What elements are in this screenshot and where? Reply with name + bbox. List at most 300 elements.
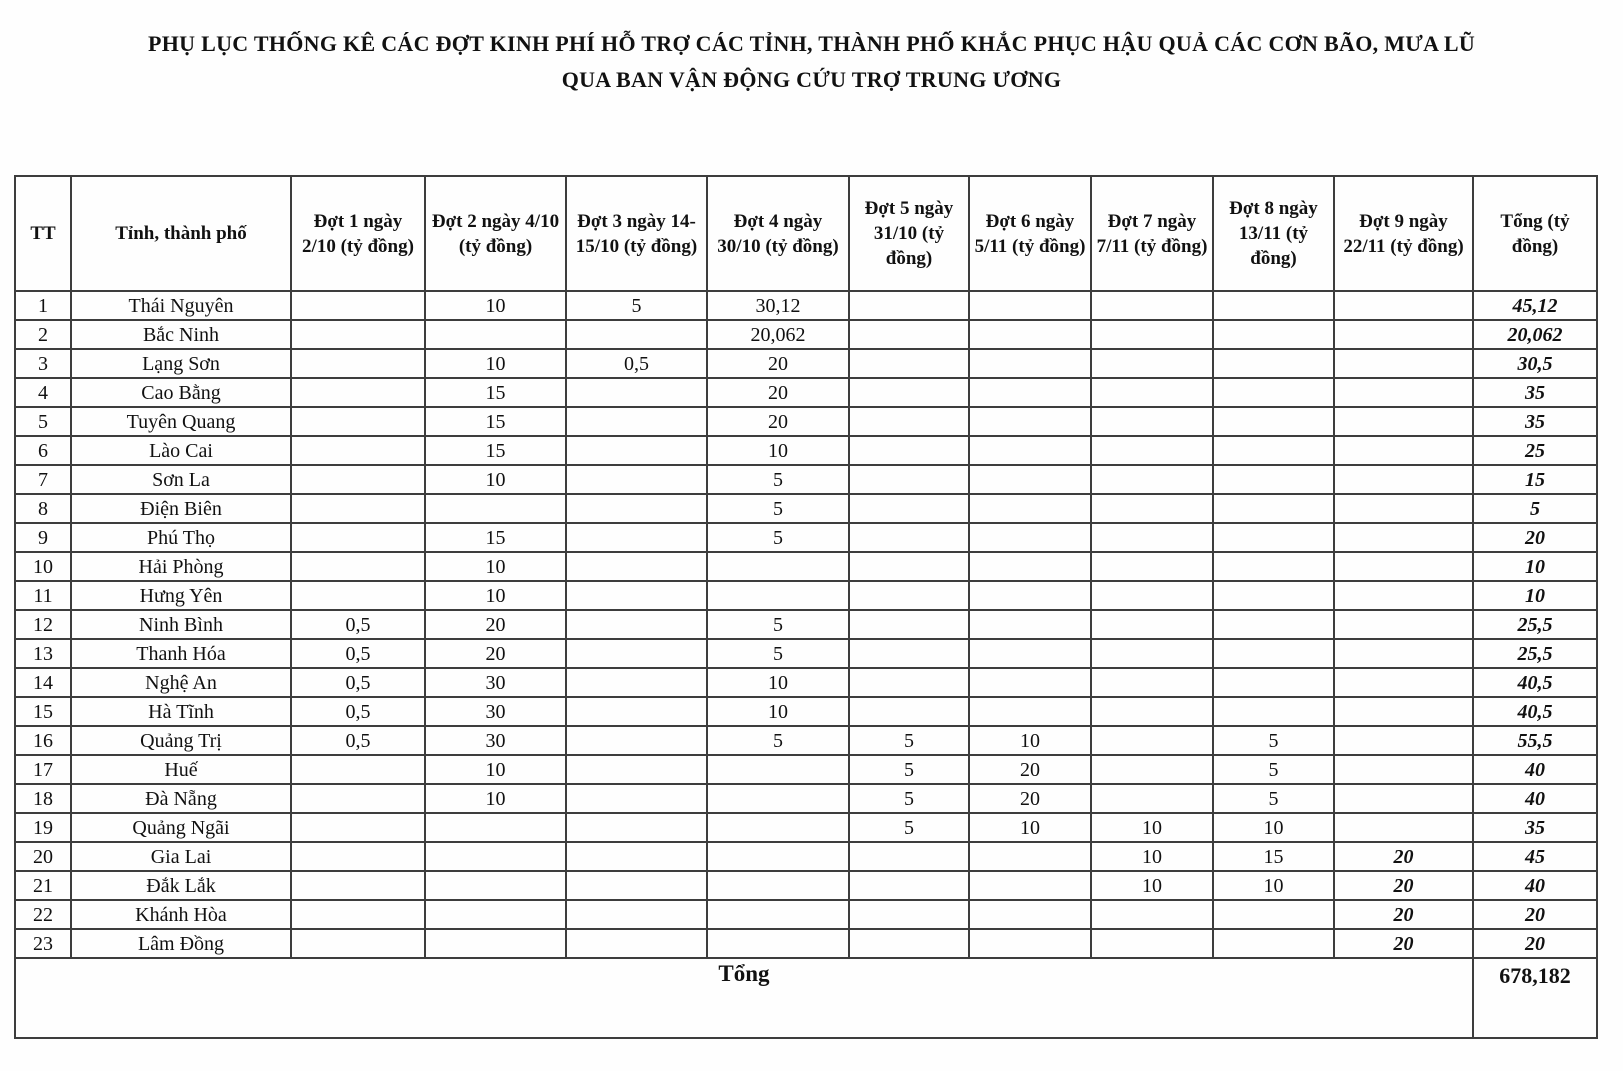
cell-d5 [849,494,969,523]
cell-d6 [969,291,1091,320]
cell-d1 [291,465,425,494]
cell-d3 [566,784,707,813]
column-header-d7: Đợt 7 ngày 7/11 (tỷ đồng) [1091,176,1213,291]
cell-d2 [425,813,566,842]
cell-d5: 5 [849,784,969,813]
cell-d3 [566,523,707,552]
cell-d9 [1334,668,1473,697]
table-row [15,581,1597,610]
cell-d9 [1334,291,1473,320]
cell-total: 30,5 [1473,349,1597,378]
cell-d1 [291,784,425,813]
footer-row [15,958,1597,1038]
cell-d1 [291,813,425,842]
cell-tt: 9 [15,523,71,552]
cell-province: Gia Lai [71,842,291,871]
cell-tt: 13 [15,639,71,668]
cell-d8 [1213,407,1334,436]
column-header-d1: Đợt 1 ngày 2/10 (tỷ đồng) [291,176,425,291]
cell-d9 [1334,552,1473,581]
cell-province: Hưng Yên [71,581,291,610]
cell-d5: 5 [849,813,969,842]
cell-d5 [849,581,969,610]
cell-tt: 4 [15,378,71,407]
cell-d1 [291,755,425,784]
cell-d3 [566,465,707,494]
cell-d7 [1091,929,1213,958]
title-line-2: QUA BAN VẬN ĐỘNG CỨU TRỢ TRUNG ƯƠNG [561,67,1062,92]
cell-d2 [425,320,566,349]
cell-d6 [969,407,1091,436]
cell-tt: 6 [15,436,71,465]
table-row [15,436,1597,465]
cell-total: 40,5 [1473,697,1597,726]
cell-d9: 20 [1334,900,1473,929]
cell-d2: 20 [425,639,566,668]
title-line-1: PHỤ LỤC THỐNG KÊ CÁC ĐỢT KINH PHÍ HỖ TRỢ CÁC TỈNH, THÀNH PHỐ KHẮC PHỤC HẬU QUẢ CÁC CƠN BÃO, MƯA LŨ [147,31,1476,56]
cell-d7 [1091,697,1213,726]
cell-d7: 10 [1091,871,1213,900]
cell-d4: 10 [707,668,849,697]
cell-total: 40 [1473,784,1597,813]
cell-tt: 20 [15,842,71,871]
cell-total: 35 [1473,813,1597,842]
cell-d9 [1334,349,1473,378]
cell-d3 [566,871,707,900]
cell-tt: 23 [15,929,71,958]
cell-d3 [566,900,707,929]
cell-d2: 10 [425,465,566,494]
cell-d7 [1091,291,1213,320]
cell-d7 [1091,465,1213,494]
cell-d9 [1334,639,1473,668]
cell-d7 [1091,552,1213,581]
cell-d3 [566,929,707,958]
cell-total: 10 [1473,581,1597,610]
cell-total: 25,5 [1473,639,1597,668]
cell-d1 [291,291,425,320]
cell-d6 [969,494,1091,523]
table-row [15,639,1597,668]
cell-d4: 5 [707,726,849,755]
cell-d9: 20 [1334,842,1473,871]
cell-d8: 5 [1213,726,1334,755]
cell-d3: 0,5 [566,349,707,378]
cell-d2: 15 [425,378,566,407]
cell-d6 [969,465,1091,494]
cell-d4 [707,784,849,813]
cell-d8 [1213,581,1334,610]
cell-d5 [849,465,969,494]
cell-d1: 0,5 [291,697,425,726]
cell-d4 [707,871,849,900]
cell-total: 45,12 [1473,291,1597,320]
cell-d7 [1091,639,1213,668]
cell-d4 [707,581,849,610]
cell-d1: 0,5 [291,668,425,697]
cell-d5: 5 [849,726,969,755]
cell-d6 [969,436,1091,465]
cell-d5 [849,900,969,929]
cell-total: 40 [1473,871,1597,900]
cell-d5: 5 [849,755,969,784]
cell-d4 [707,929,849,958]
table-row [15,407,1597,436]
cell-d5 [849,378,969,407]
table-row [15,494,1597,523]
cell-tt: 1 [15,291,71,320]
cell-d2: 10 [425,349,566,378]
cell-total: 5 [1473,494,1597,523]
cell-d3 [566,494,707,523]
cell-tt: 19 [15,813,71,842]
cell-d9 [1334,378,1473,407]
table-row [15,900,1597,929]
cell-d2 [425,494,566,523]
cell-province: Đắk Lắk [71,871,291,900]
cell-d2: 30 [425,668,566,697]
cell-total: 20,062 [1473,320,1597,349]
cell-tt: 21 [15,871,71,900]
cell-d4 [707,813,849,842]
funding-table [14,175,1598,1039]
cell-d4: 5 [707,523,849,552]
cell-tt: 3 [15,349,71,378]
table-row [15,697,1597,726]
cell-total: 15 [1473,465,1597,494]
cell-d2: 20 [425,610,566,639]
cell-province: Quảng Trị [71,726,291,755]
cell-total: 35 [1473,407,1597,436]
cell-d8 [1213,465,1334,494]
cell-tt: 16 [15,726,71,755]
cell-d7 [1091,784,1213,813]
table-row [15,929,1597,958]
cell-d5 [849,697,969,726]
cell-d6: 20 [969,784,1091,813]
cell-province: Thanh Hóa [71,639,291,668]
cell-tt: 2 [15,320,71,349]
cell-province: Cao Bằng [71,378,291,407]
cell-d7 [1091,523,1213,552]
cell-tt: 10 [15,552,71,581]
table-row [15,842,1597,871]
cell-d1 [291,900,425,929]
cell-d4: 20 [707,349,849,378]
cell-province: Sơn La [71,465,291,494]
cell-d6: 10 [969,813,1091,842]
cell-d8 [1213,610,1334,639]
cell-d8 [1213,552,1334,581]
cell-d6 [969,668,1091,697]
cell-province: Ninh Bình [71,610,291,639]
cell-d3 [566,378,707,407]
cell-d7 [1091,407,1213,436]
cell-d6 [969,378,1091,407]
cell-d5 [849,320,969,349]
cell-d4 [707,552,849,581]
cell-d5 [849,552,969,581]
cell-d3 [566,436,707,465]
footer-total-value: 678,182 [1473,958,1597,1038]
cell-total: 25,5 [1473,610,1597,639]
cell-d2: 10 [425,784,566,813]
cell-d2: 10 [425,755,566,784]
cell-d6 [969,552,1091,581]
cell-d1 [291,407,425,436]
cell-d4: 5 [707,639,849,668]
cell-province: Bắc Ninh [71,320,291,349]
cell-d4: 20 [707,407,849,436]
cell-d9 [1334,320,1473,349]
cell-d9 [1334,697,1473,726]
cell-d6 [969,697,1091,726]
cell-d6 [969,639,1091,668]
cell-d3 [566,813,707,842]
cell-d3 [566,697,707,726]
cell-d2 [425,900,566,929]
cell-d5 [849,291,969,320]
cell-d1 [291,871,425,900]
cell-d4: 10 [707,697,849,726]
cell-d9 [1334,581,1473,610]
cell-d1 [291,552,425,581]
cell-d4 [707,842,849,871]
cell-d3 [566,668,707,697]
cell-d2: 30 [425,726,566,755]
cell-d7: 10 [1091,842,1213,871]
cell-total: 20 [1473,929,1597,958]
table-row [15,755,1597,784]
cell-d9: 20 [1334,929,1473,958]
cell-d8 [1213,697,1334,726]
cell-tt: 15 [15,697,71,726]
cell-d5 [849,407,969,436]
cell-total: 25 [1473,436,1597,465]
cell-d7 [1091,320,1213,349]
cell-d5 [849,436,969,465]
cell-province: Lâm Đồng [71,929,291,958]
cell-d4: 5 [707,465,849,494]
cell-d6 [969,842,1091,871]
cell-d7 [1091,668,1213,697]
cell-d8: 5 [1213,784,1334,813]
document-title [42,0,1581,98]
table-row [15,668,1597,697]
cell-d1: 0,5 [291,726,425,755]
cell-province: Huế [71,755,291,784]
cell-d8 [1213,436,1334,465]
cell-d7 [1091,494,1213,523]
cell-d2: 10 [425,552,566,581]
cell-d9 [1334,436,1473,465]
table-row [15,726,1597,755]
cell-d9 [1334,784,1473,813]
cell-province: Tuyên Quang [71,407,291,436]
cell-total: 40,5 [1473,668,1597,697]
cell-d2: 15 [425,436,566,465]
cell-d8 [1213,668,1334,697]
cell-d4: 20 [707,378,849,407]
cell-d7 [1091,378,1213,407]
cell-d9 [1334,813,1473,842]
table-header-row [15,176,1597,291]
cell-d8: 10 [1213,871,1334,900]
cell-d3 [566,320,707,349]
cell-d3 [566,755,707,784]
cell-d8: 5 [1213,755,1334,784]
cell-d5 [849,668,969,697]
cell-province: Lào Cai [71,436,291,465]
cell-d5 [849,349,969,378]
cell-d8 [1213,929,1334,958]
table-row [15,378,1597,407]
cell-d7 [1091,900,1213,929]
cell-total: 35 [1473,378,1597,407]
cell-tt: 22 [15,900,71,929]
column-header-total: Tổng (tỷ đồng) [1473,176,1597,291]
table-row [15,813,1597,842]
cell-total: 55,5 [1473,726,1597,755]
cell-d5 [849,842,969,871]
cell-d3 [566,842,707,871]
cell-d6: 10 [969,726,1091,755]
cell-d2: 15 [425,407,566,436]
cell-province: Khánh Hòa [71,900,291,929]
cell-d6: 20 [969,755,1091,784]
cell-d1: 0,5 [291,610,425,639]
cell-d2 [425,842,566,871]
cell-d1 [291,436,425,465]
table-row [15,349,1597,378]
table-row [15,552,1597,581]
cell-tt: 7 [15,465,71,494]
column-header-d6: Đợt 6 ngày 5/11 (tỷ đồng) [969,176,1091,291]
column-header-d3: Đợt 3 ngày 14-15/10 (tỷ đồng) [566,176,707,291]
cell-d6 [969,610,1091,639]
cell-d2: 10 [425,291,566,320]
cell-d7 [1091,349,1213,378]
cell-d5 [849,523,969,552]
column-header-d4: Đợt 4 ngày 30/10 (tỷ đồng) [707,176,849,291]
cell-province: Thái Nguyên [71,291,291,320]
cell-tt: 8 [15,494,71,523]
cell-d8 [1213,291,1334,320]
cell-d3 [566,726,707,755]
table-row [15,465,1597,494]
table-row [15,784,1597,813]
cell-d4: 30,12 [707,291,849,320]
cell-tt: 5 [15,407,71,436]
cell-d8 [1213,378,1334,407]
cell-d7 [1091,436,1213,465]
cell-d8 [1213,494,1334,523]
table-row [15,523,1597,552]
cell-d9 [1334,610,1473,639]
cell-d8 [1213,523,1334,552]
cell-d1: 0,5 [291,639,425,668]
table-row [15,291,1597,320]
column-header-province: Tỉnh, thành phố [71,176,291,291]
cell-d5 [849,871,969,900]
column-header-d9: Đợt 9 ngày 22/11 (tỷ đồng) [1334,176,1473,291]
cell-d9 [1334,726,1473,755]
cell-d9: 20 [1334,871,1473,900]
cell-d4: 5 [707,494,849,523]
cell-d1 [291,842,425,871]
cell-d6 [969,523,1091,552]
cell-d7: 10 [1091,813,1213,842]
cell-d6 [969,929,1091,958]
cell-d6 [969,871,1091,900]
cell-tt: 11 [15,581,71,610]
cell-d8 [1213,349,1334,378]
cell-d2 [425,871,566,900]
cell-d3 [566,552,707,581]
cell-d5 [849,929,969,958]
cell-d9 [1334,523,1473,552]
cell-d4 [707,755,849,784]
cell-d4: 10 [707,436,849,465]
cell-tt: 18 [15,784,71,813]
cell-province: Quảng Ngãi [71,813,291,842]
cell-province: Phú Thọ [71,523,291,552]
cell-total: 20 [1473,900,1597,929]
cell-d6 [969,320,1091,349]
cell-d1 [291,320,425,349]
cell-d1 [291,378,425,407]
cell-d1 [291,929,425,958]
cell-d5 [849,639,969,668]
cell-tt: 17 [15,755,71,784]
cell-province: Hải Phòng [71,552,291,581]
column-header-d2: Đợt 2 ngày 4/10 (tỷ đồng) [425,176,566,291]
cell-d1 [291,349,425,378]
cell-d3 [566,639,707,668]
cell-d9 [1334,465,1473,494]
cell-d8: 10 [1213,813,1334,842]
cell-d4: 5 [707,610,849,639]
cell-province: Hà Tĩnh [71,697,291,726]
cell-d6 [969,349,1091,378]
cell-d3 [566,407,707,436]
cell-d7 [1091,610,1213,639]
cell-total: 10 [1473,552,1597,581]
cell-d2: 30 [425,697,566,726]
cell-d2 [425,929,566,958]
cell-d2: 15 [425,523,566,552]
cell-d7 [1091,726,1213,755]
cell-d8 [1213,639,1334,668]
cell-d3 [566,610,707,639]
cell-total: 20 [1473,523,1597,552]
cell-province: Nghệ An [71,668,291,697]
cell-total: 40 [1473,755,1597,784]
cell-d8: 15 [1213,842,1334,871]
table-row [15,320,1597,349]
column-header-d5: Đợt 5 ngày 31/10 (tỷ đồng) [849,176,969,291]
cell-d9 [1334,407,1473,436]
cell-d8 [1213,320,1334,349]
cell-d5 [849,610,969,639]
cell-d8 [1213,900,1334,929]
cell-d9 [1334,755,1473,784]
cell-d4 [707,900,849,929]
cell-d1 [291,581,425,610]
cell-tt: 12 [15,610,71,639]
cell-total: 45 [1473,842,1597,871]
footer-total-label: Tổng [15,958,1473,1038]
